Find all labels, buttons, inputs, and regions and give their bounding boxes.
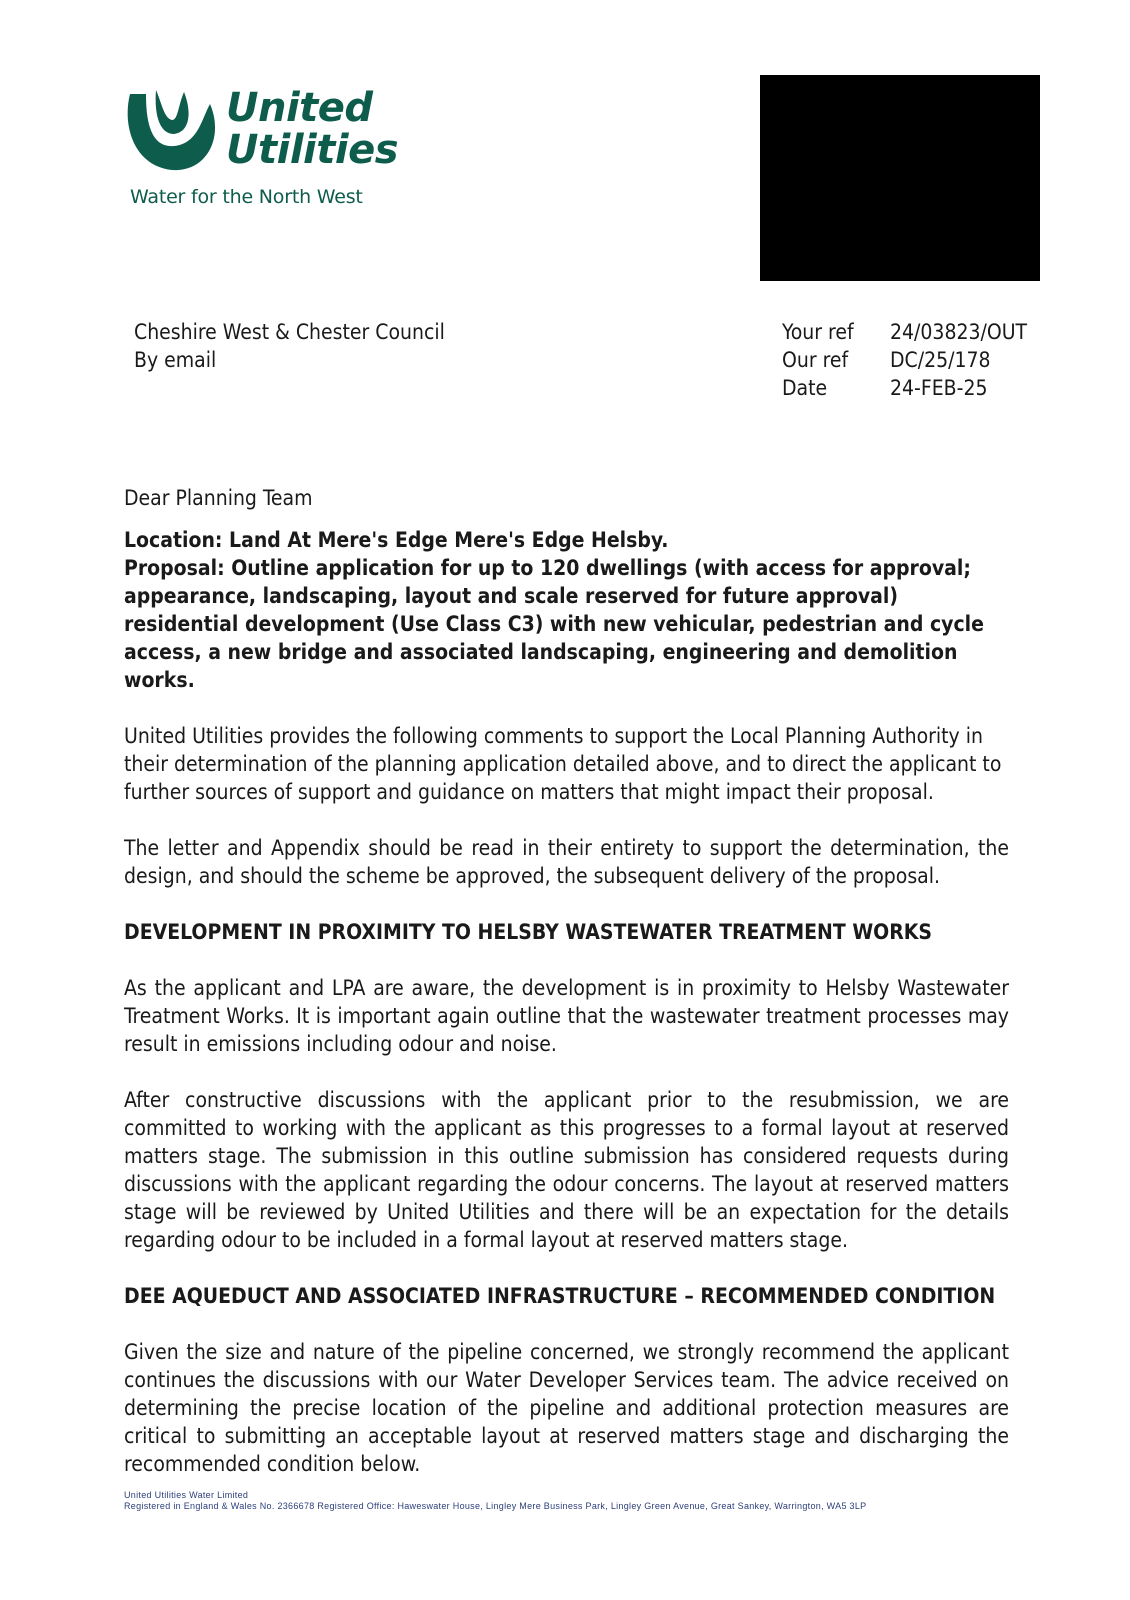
ref-value: DC/25/178 bbox=[890, 348, 991, 372]
discussions-paragraph: After constructive discussions with the applicant prior to the resubmission, we are committed to working with the applicant as this progresses to a formal layout at reserved matters stage. The submission in this outline submission has considered requests during discussions with the applicant regarding the odour concerns. The layout at reserved matters stage will be reviewed by United Utilities and there will be an expectation for the details regarding odour to be included in a formal layout at reserved matters stage. bbox=[124, 1088, 1009, 1252]
letter-appendix-paragraph: The letter and Appendix should be read in their entirety to support the determination, the design, and should the scheme be approved, the subsequent delivery of the proposal. bbox=[124, 836, 1009, 888]
footer-registration: Registered in England & Wales No. 2366678 Registered Office: Haweswater House, Lingley Mere Business Park, Lingley Green Avenue, Great Sankey, Warrington, WA5 3LP bbox=[124, 1501, 867, 1511]
logo-word-utilities: Utilities bbox=[226, 127, 399, 173]
ref-label: Date bbox=[782, 376, 828, 400]
ref-label: Our ref bbox=[782, 348, 849, 372]
reference-block bbox=[782, 318, 1027, 402]
ref-value: 24/03823/OUT bbox=[890, 320, 1028, 344]
intro-paragraph: United Utilities provides the following comments to support the Local Planning Authority in their determination of the planning application detailed above, and to direct the applicant to further sources of support and guidance on matters that might impact their proposal. bbox=[124, 724, 1002, 804]
footer-company-name: United Utilities Water Limited bbox=[124, 1490, 249, 1500]
addressee-block bbox=[134, 318, 445, 374]
ref-row-date bbox=[782, 374, 1027, 402]
proximity-paragraph: As the applicant and LPA are aware, the development is in proximity to Helsby Wastewater Treatment Works. It is important again outline that the wastewater treatment processes may result in emissions including odour and noise. bbox=[124, 976, 1009, 1056]
proposal-paragraph: Proposal: Outline application for up to 120 dwellings (with access for approval; appearance, landscaping, layout and scale reserved for future approval) residential development (Use Class C3) with new vehicular, pedestrian and cycle access, a new bridge and associated landscaping, engineering and demolition works. bbox=[124, 556, 984, 692]
ref-value: 24-FEB-25 bbox=[890, 376, 988, 400]
salutation: Dear Planning Team bbox=[124, 486, 313, 510]
ref-row-our-ref bbox=[782, 346, 1027, 374]
company-logo bbox=[122, 85, 399, 216]
ref-label: Your ref bbox=[782, 320, 854, 344]
letter-body bbox=[124, 484, 1009, 1478]
ref-row-your-ref bbox=[782, 318, 1027, 346]
page-footer bbox=[124, 1490, 866, 1512]
addressee-name: Cheshire West & Chester Council bbox=[134, 320, 445, 344]
section-heading-wwtw: DEVELOPMENT IN PROXIMITY TO HELSBY WASTEWATER TREATMENT WORKS bbox=[124, 920, 933, 944]
section-heading-aqueduct: DEE AQUEDUCT AND ASSOCIATED INFRASTRUCTURE – RECOMMENDED CONDITION bbox=[124, 1284, 996, 1308]
delivery-method: By email bbox=[134, 348, 217, 372]
redacted-address-block bbox=[760, 75, 1040, 281]
logo-emblem-icon bbox=[122, 86, 222, 176]
location-line: Location: Land At Mere's Edge Mere's Edge Helsby. bbox=[124, 528, 669, 552]
pipeline-paragraph: Given the size and nature of the pipeline concerned, we strongly recommend the applicant continues the discussions with our Water Developer Services team. The advice received on determining the precise location of the pipeline and additional protection measures are critical to submitting an acceptable layout at reserved matters stage and discharging the recommended condition below. bbox=[124, 1340, 1009, 1476]
logo-word-united: United bbox=[226, 85, 373, 131]
logo-tagline: Water for the North West bbox=[130, 186, 363, 208]
